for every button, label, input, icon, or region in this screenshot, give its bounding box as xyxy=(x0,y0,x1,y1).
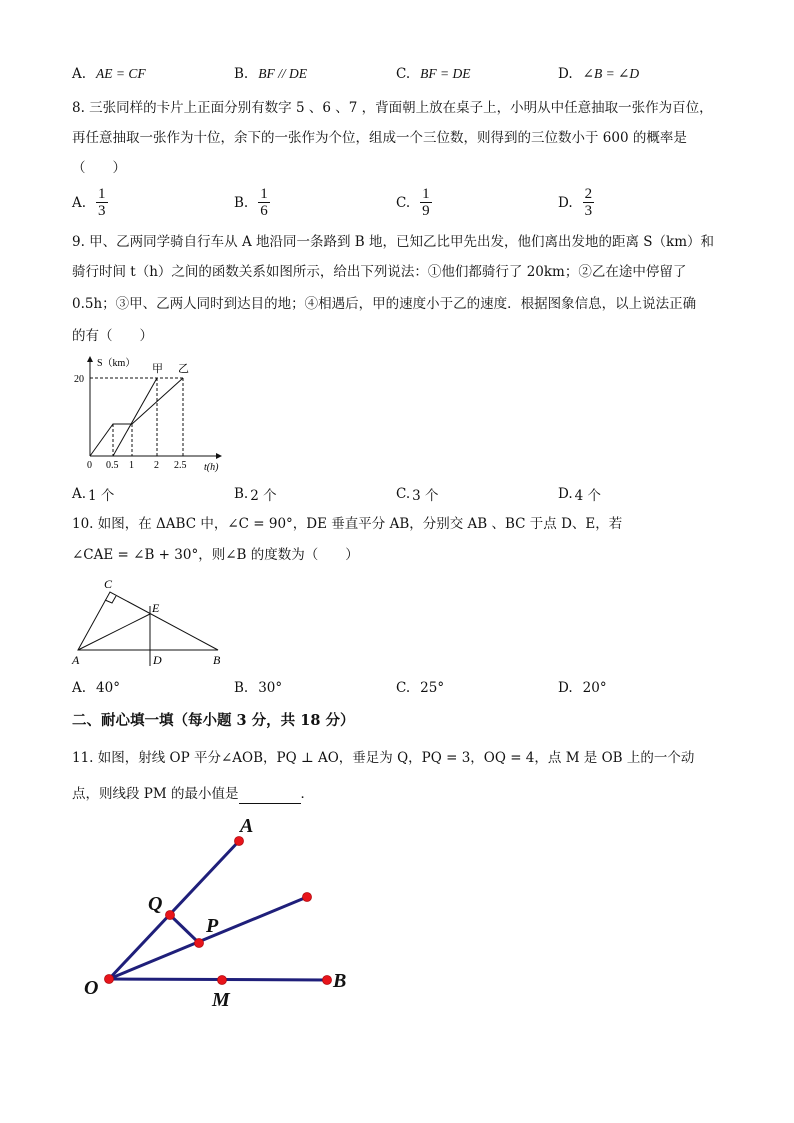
fraction xyxy=(583,186,595,219)
option-text: ∠B = ∠D xyxy=(582,66,640,81)
option-label: B. xyxy=(234,66,249,82)
numerator: 1 xyxy=(422,186,430,202)
q8-line-3: （ ） xyxy=(72,160,126,176)
q9-option-b xyxy=(234,484,277,504)
section-2-heading: 二、耐心填一填（每小题 3 分，共 18 分） xyxy=(72,712,355,729)
point-q xyxy=(166,911,175,920)
x-tick-2.5: 2.5 xyxy=(174,460,187,471)
label-m: M xyxy=(212,989,230,1011)
q7-option-b xyxy=(234,66,307,82)
q11-line-2 xyxy=(72,784,314,804)
point-a xyxy=(235,837,244,846)
q8-line-2: 再任意抽取一张作为十位，余下的一张作为个位，组成一个三位数，则得到的三位数小于 600 的概率是 xyxy=(72,130,687,146)
q9-line-1: 9. 甲、乙两同学骑自行车从 A 地沿同一条路到 B 地，已知乙比甲先出发，他们离出发地的距离 S（km）和 xyxy=(72,234,715,250)
label-p: P xyxy=(206,915,219,937)
segment-pq xyxy=(170,915,199,943)
q10-triangle-figure xyxy=(68,574,232,670)
option-label: A. xyxy=(72,486,87,502)
option-text: 25° xyxy=(420,680,445,696)
option-label: B. xyxy=(234,194,249,211)
point-b xyxy=(323,976,332,985)
option-text: BF // DE xyxy=(258,66,307,81)
point-c-label: C xyxy=(104,577,113,591)
denominator: 3 xyxy=(584,203,593,219)
series-jia-label: 甲 xyxy=(152,363,163,375)
denominator: 9 xyxy=(422,203,430,219)
point-d-label: D xyxy=(153,653,162,667)
x-tick-0: 0 xyxy=(87,460,92,471)
y-axis-arrow xyxy=(87,356,93,362)
q10-option-d xyxy=(558,680,607,696)
option-text: 30° xyxy=(258,680,283,696)
q10-line-1: 10. 如图，在 ΔABC 中，∠C = 90°，DE 垂直平分 AB，分别交 AB 、BC 于点 D、E，若 xyxy=(72,516,623,532)
label-b: B xyxy=(333,970,347,992)
q9-option-c xyxy=(396,484,439,504)
q8-option-a xyxy=(72,186,108,219)
q10-option-a xyxy=(72,680,120,696)
q9-distance-time-graph xyxy=(70,352,230,474)
q9-line-4: 的有（ ） xyxy=(72,328,153,344)
ray-oa xyxy=(109,841,239,979)
q11-angle-figure xyxy=(70,812,370,1012)
q10-line-2: ∠CAE = ∠B + 30°，则∠B 的度数为（ ） xyxy=(72,547,359,563)
option-text: 2 个 xyxy=(250,488,277,504)
option-label: C. xyxy=(396,486,411,502)
q9-option-d xyxy=(558,484,601,504)
label-q: Q xyxy=(148,893,163,915)
fraction xyxy=(420,186,432,219)
option-text: AE = CF xyxy=(96,66,146,81)
label-a: A xyxy=(240,815,254,837)
option-label: D. xyxy=(558,66,573,82)
q8-option-d xyxy=(558,186,594,219)
point-p-end xyxy=(303,893,312,902)
y-axis-label: S（km） xyxy=(97,358,136,369)
fraction xyxy=(96,186,108,219)
option-label: B. xyxy=(234,680,249,696)
denominator: 6 xyxy=(260,203,268,219)
option-label: D. xyxy=(558,680,573,696)
denominator: 3 xyxy=(98,203,106,219)
option-label: B. xyxy=(234,486,249,502)
line-jia xyxy=(113,378,157,456)
x-axis-arrow xyxy=(216,453,222,459)
x-axis-label: t(h) xyxy=(204,462,219,473)
triangle-abc xyxy=(78,592,218,650)
point-e-label: E xyxy=(152,601,160,615)
q7-option-a xyxy=(72,66,146,82)
option-text: BF = DE xyxy=(420,66,471,81)
label-o: O xyxy=(84,977,99,999)
option-text: 1 个 xyxy=(88,488,115,504)
q10-option-c xyxy=(396,680,444,696)
y-tick-20: 20 xyxy=(74,374,84,385)
numerator: 1 xyxy=(260,186,268,202)
series-yi-label: 乙 xyxy=(178,363,189,375)
q8-line-1: 8. 三张同样的卡片上正面分别有数字 5 、6 、7 ，背面朝上放在桌子上，小明从中任意抽取一张作为百位， xyxy=(72,100,713,116)
q9-line-2: 骑行时间 t（h）之间的函数关系如图所示，给出下列说法：①他们都骑行了 20km；②乙在途中停留了 xyxy=(72,264,687,280)
q11-line-1: 11. 如图，射线 OP 平分∠AOB，PQ ⊥ AO，垂足为 Q，PQ = 3，OQ = 4，点 M 是 OB 上的一个动 xyxy=(72,750,695,766)
point-p xyxy=(195,939,204,948)
fraction xyxy=(258,186,270,219)
option-label: C. xyxy=(396,66,411,82)
option-label: D. xyxy=(558,194,573,211)
option-label: A. xyxy=(72,66,87,82)
numerator: 1 xyxy=(98,186,106,202)
q7-option-c xyxy=(396,66,471,82)
ray-op xyxy=(109,897,307,979)
option-text: 4 个 xyxy=(574,488,602,504)
answer-blank[interactable] xyxy=(239,789,301,804)
option-text: 40° xyxy=(96,680,120,696)
option-label: D. xyxy=(558,486,573,502)
numerator: 2 xyxy=(584,186,593,202)
q11-line-2-text: 点，则线段 PM 的最小值是 xyxy=(72,786,239,802)
point-b-label: B xyxy=(213,653,221,667)
q10-option-b xyxy=(234,680,282,696)
x-tick-0.5: 0.5 xyxy=(106,460,119,471)
option-text: 20° xyxy=(582,680,607,696)
line-yi xyxy=(90,378,183,456)
option-label: C. xyxy=(396,680,411,696)
point-m xyxy=(218,976,227,985)
option-label: A. xyxy=(72,194,87,211)
point-a-label: A xyxy=(72,653,80,667)
x-tick-2: 2 xyxy=(154,460,159,471)
option-text: 3 个 xyxy=(412,488,439,504)
segment-ae xyxy=(78,614,150,650)
q8-option-b xyxy=(234,186,270,219)
option-label: C. xyxy=(396,194,411,211)
q9-option-a xyxy=(72,484,114,504)
q8-option-c xyxy=(396,186,432,219)
option-label: A. xyxy=(72,680,87,696)
q7-option-d xyxy=(558,66,639,82)
x-tick-1: 1 xyxy=(129,460,134,471)
point-o xyxy=(105,975,114,984)
q11-line-2-end: ． xyxy=(300,786,314,802)
q9-line-3: 0.5h；③甲、乙两人同时到达目的地；④相遇后，甲的速度小于乙的速度．根据图象信息，以上说法正确 xyxy=(72,296,697,312)
